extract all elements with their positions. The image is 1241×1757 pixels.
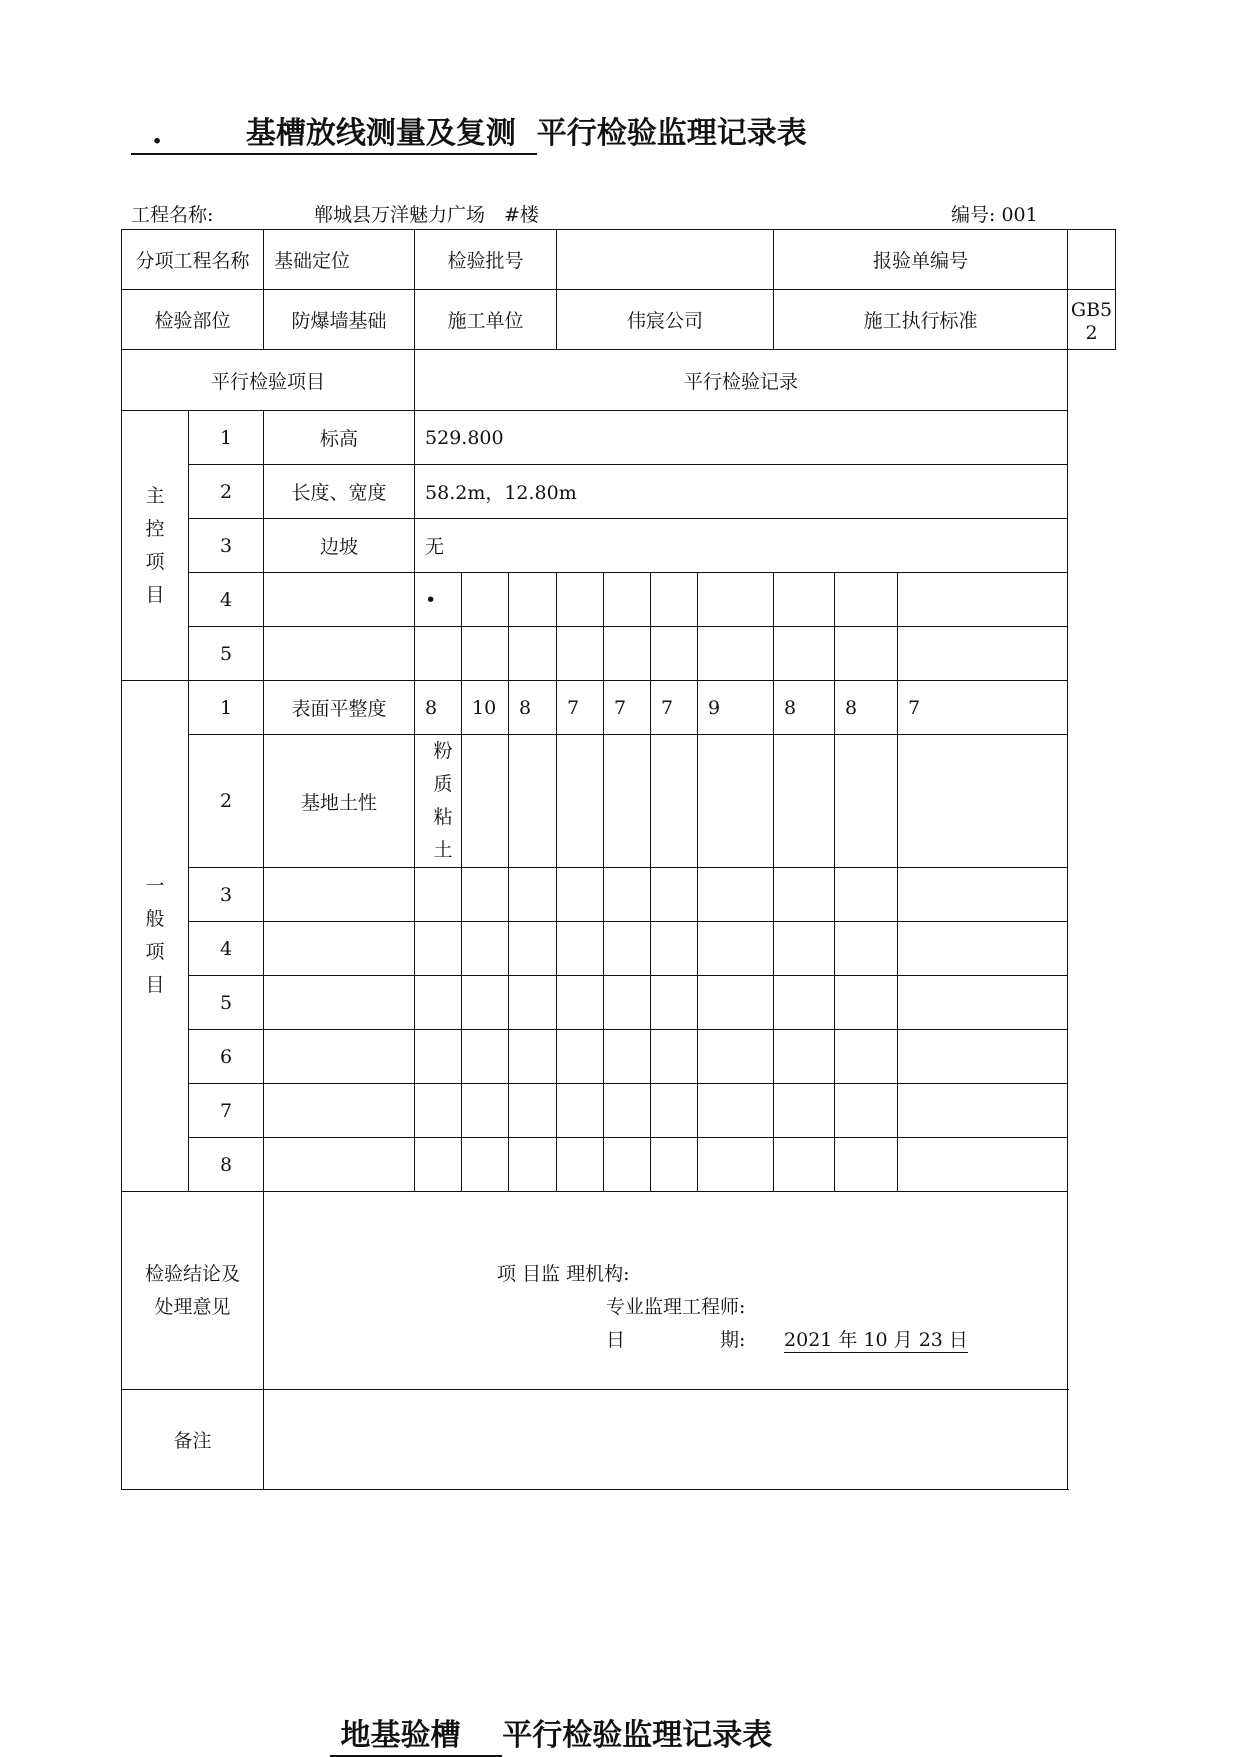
record-value: 58.2m，12.80m: [415, 465, 1068, 519]
batch-label: 检验批号: [415, 230, 557, 290]
item-name: [264, 922, 415, 976]
record-cell: [415, 976, 462, 1030]
record-cell: [462, 573, 509, 627]
item-name: 基地土性: [264, 735, 415, 868]
item-name: 边坡: [264, 519, 415, 573]
record-cell: [462, 1138, 509, 1192]
row-number: 3: [189, 519, 264, 573]
main-control-label: 主控项目: [122, 411, 189, 681]
general-row: [122, 1138, 1116, 1192]
record-cell: [462, 868, 509, 922]
record-cell: [604, 868, 651, 922]
record-cell: [835, 735, 898, 868]
record-cell: 8: [835, 681, 898, 735]
general-items: [122, 681, 1116, 1192]
record-cell: [557, 976, 604, 1030]
item-name: [264, 976, 415, 1030]
record-cell: [604, 1030, 651, 1084]
contractor-label: 施工单位: [415, 290, 557, 350]
record-cell: [774, 922, 835, 976]
item-name: 标高: [264, 411, 415, 465]
record-cell: [774, 735, 835, 868]
row-number: 4: [189, 922, 264, 976]
record-cell: [651, 1138, 698, 1192]
record-cell: [462, 922, 509, 976]
main-control-row: [122, 573, 1116, 627]
inspection-date: 2021 年 10 月 23 日: [784, 1325, 968, 1353]
row-number: 3: [189, 868, 264, 922]
record-cell: [651, 1030, 698, 1084]
row-number: 8: [189, 1138, 264, 1192]
record-cell: [509, 573, 557, 627]
record-cell: [698, 735, 774, 868]
record-cell: [557, 573, 604, 627]
record-cell: [415, 922, 462, 976]
remark-content: [264, 1390, 1068, 1490]
row-number: 5: [189, 627, 264, 681]
record-cell: [698, 1084, 774, 1138]
record-cell: [604, 573, 651, 627]
record-cell: 8: [415, 681, 462, 735]
project-label: 工程名称:: [131, 204, 214, 226]
main-control-row: [122, 519, 1116, 573]
record-cell: [415, 1030, 462, 1084]
next-form-title: [330, 1710, 772, 1757]
next-title-rest: 平行检验监理记录表: [502, 1718, 773, 1753]
item-name: [264, 1138, 415, 1192]
record-cell: [557, 1030, 604, 1084]
record-cell: [698, 922, 774, 976]
title-underlined: 基槽放线测量及复测: [245, 116, 516, 151]
record-cell: [557, 1084, 604, 1138]
row-number: 7: [189, 1084, 264, 1138]
record-cell: 10: [462, 681, 509, 735]
row-number: 2: [189, 465, 264, 519]
item-name: 长度、宽度: [264, 465, 415, 519]
report-label: 报验单编号: [774, 230, 1068, 290]
record-value: 无: [415, 519, 1068, 573]
main-control-items: [122, 411, 1116, 681]
row-number: 1: [189, 681, 264, 735]
record-cell: [898, 735, 1068, 868]
record-cell: [557, 922, 604, 976]
record-cell: [774, 1030, 835, 1084]
document-title: [131, 108, 1131, 155]
record-cell: 9: [698, 681, 774, 735]
general-label: 一般项目: [122, 681, 189, 1192]
record-cell: [604, 1138, 651, 1192]
general-row: [122, 868, 1116, 922]
column-record-header: 平行检验记录: [415, 350, 1068, 411]
record-cell: [509, 922, 557, 976]
record-cell: [898, 1138, 1068, 1192]
general-row: [122, 681, 1116, 735]
document-number: 编号: 001: [951, 204, 1038, 226]
record-cell: [835, 976, 898, 1030]
record-cell: [415, 627, 462, 681]
title-rest: 平行检验监理记录表: [536, 116, 807, 151]
conclusion-label: 检验结论及处理意见: [122, 1192, 264, 1390]
record-cell: [509, 1084, 557, 1138]
inspection-record-table: [121, 229, 1132, 1490]
record-cell: 7: [651, 681, 698, 735]
project-name: 郸城县万洋魅力广场 #楼: [314, 204, 539, 226]
record-cell: [898, 573, 1068, 627]
record-cell: 7: [898, 681, 1068, 735]
record-cell: •: [415, 573, 462, 627]
record-cell: [509, 627, 557, 681]
sub-project-label: 分项工程名称: [122, 230, 264, 290]
record-cell: [415, 1138, 462, 1192]
standard-value: GB5 2: [1068, 290, 1116, 350]
record-cell: 7: [557, 681, 604, 735]
supervision-agency-label: 项 目监 理机构:: [497, 1263, 630, 1285]
row-number: 5: [189, 976, 264, 1030]
record-cell: [651, 868, 698, 922]
record-cell: [557, 1138, 604, 1192]
record-cell: [557, 735, 604, 868]
record-cell: [604, 627, 651, 681]
sub-project-value: 基础定位: [264, 230, 415, 290]
record-cell: [898, 627, 1068, 681]
record-cell: [462, 735, 509, 868]
item-name: [264, 573, 415, 627]
title-dot: .: [151, 116, 163, 151]
record-cell: [835, 1030, 898, 1084]
record-cell: [698, 573, 774, 627]
contractor-value: 伟宸公司: [557, 290, 774, 350]
batch-value: [557, 230, 774, 290]
item-name: [264, 627, 415, 681]
item-name: [264, 1084, 415, 1138]
record-cell: [651, 1084, 698, 1138]
item-name: [264, 868, 415, 922]
record-cell: [774, 976, 835, 1030]
record-cell: [604, 735, 651, 868]
record-cell: [509, 1030, 557, 1084]
record-cell: [898, 1030, 1068, 1084]
row-number: 4: [189, 573, 264, 627]
record-cell: [462, 1030, 509, 1084]
record-cell: [651, 976, 698, 1030]
record-cell: [774, 573, 835, 627]
next-title-underlined: 地基验槽: [340, 1718, 461, 1753]
row-number: 1: [189, 411, 264, 465]
record-cell: [774, 627, 835, 681]
row-number: 2: [189, 735, 264, 868]
record-cell: [509, 868, 557, 922]
record-cell: [898, 976, 1068, 1030]
record-cell: 7: [604, 681, 651, 735]
record-cell: [415, 1084, 462, 1138]
record-cell: 粉质粘土: [415, 735, 462, 868]
standard-label: 施工执行标准: [774, 290, 1068, 350]
conclusion-content: [264, 1192, 1068, 1390]
row-number: 6: [189, 1030, 264, 1084]
record-value: 529.800: [415, 411, 1068, 465]
record-cell: 8: [774, 681, 835, 735]
date-label: 日 期:: [606, 1329, 746, 1351]
record-cell: [604, 976, 651, 1030]
general-row: [122, 976, 1116, 1030]
record-cell: [835, 1084, 898, 1138]
record-cell: [651, 922, 698, 976]
item-name: [264, 1030, 415, 1084]
record-cell: [698, 627, 774, 681]
record-cell: [698, 868, 774, 922]
general-row: [122, 735, 1116, 868]
supervision-engineer-label: 专业监理工程师:: [606, 1296, 746, 1318]
record-cell: [898, 1084, 1068, 1138]
record-cell: [774, 1084, 835, 1138]
record-cell: [835, 922, 898, 976]
record-cell: [835, 627, 898, 681]
record-cell: [509, 976, 557, 1030]
record-cell: [898, 922, 1068, 976]
record-cell: [462, 976, 509, 1030]
record-cell: [604, 1084, 651, 1138]
location-label: 检验部位: [122, 290, 264, 350]
record-cell: [462, 627, 509, 681]
record-cell: [415, 868, 462, 922]
record-cell: [774, 868, 835, 922]
general-row: [122, 1084, 1116, 1138]
item-name: 表面平整度: [264, 681, 415, 735]
record-cell: [898, 868, 1068, 922]
record-cell: [462, 1084, 509, 1138]
main-control-row: [122, 627, 1116, 681]
record-cell: [774, 1138, 835, 1192]
record-cell: [651, 627, 698, 681]
record-cell: [509, 1138, 557, 1192]
record-cell: 8: [509, 681, 557, 735]
main-control-row: [122, 465, 1116, 519]
general-row: [122, 1030, 1116, 1084]
record-cell: [509, 735, 557, 868]
record-cell: [557, 868, 604, 922]
record-cell: [698, 1138, 774, 1192]
record-cell: [835, 573, 898, 627]
record-cell: [698, 1030, 774, 1084]
location-value: 防爆墙基础: [264, 290, 415, 350]
record-cell: [835, 1138, 898, 1192]
report-value: [1068, 230, 1116, 290]
record-cell: [557, 627, 604, 681]
record-cell: [835, 868, 898, 922]
column-item-header: 平行检验项目: [122, 350, 415, 411]
remark-label: 备注: [122, 1390, 264, 1490]
general-row: [122, 922, 1116, 976]
record-cell: [651, 735, 698, 868]
main-control-row: [122, 411, 1116, 465]
record-cell: [604, 922, 651, 976]
record-cell: [651, 573, 698, 627]
record-cell: [698, 976, 774, 1030]
